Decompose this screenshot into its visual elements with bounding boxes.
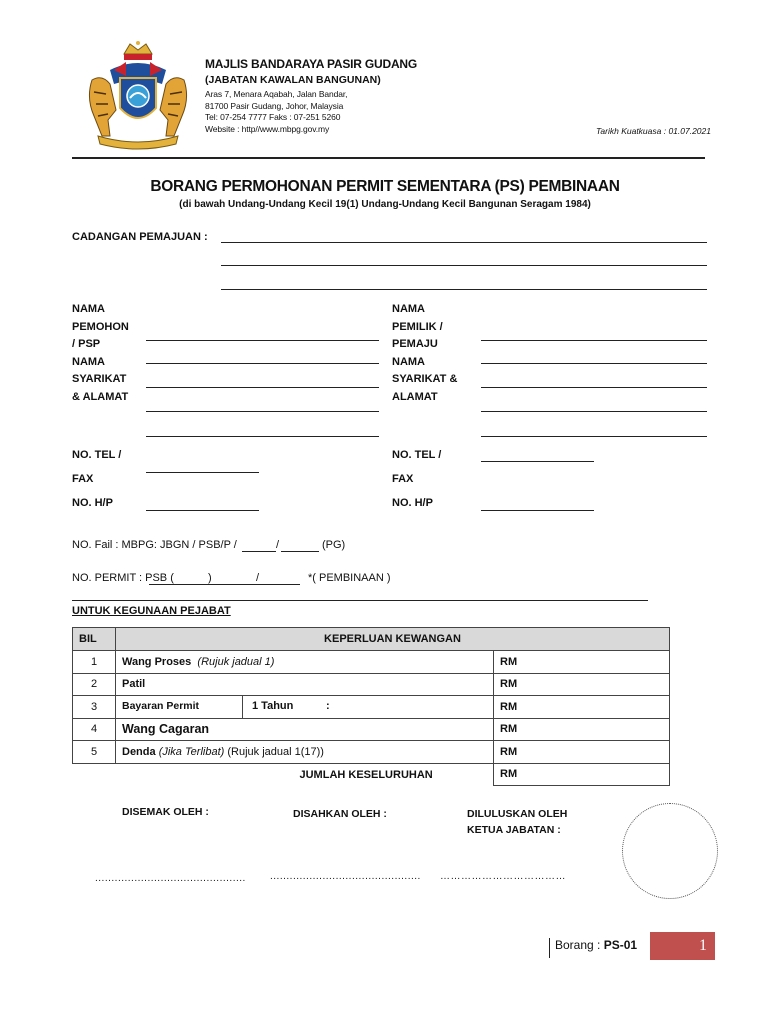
diluluskan-signature-line[interactable]: ………………………………	[440, 871, 566, 882]
permit-no-suffix: *( PEMBINAAN )	[308, 572, 391, 584]
applicant-line-3[interactable]	[146, 387, 379, 388]
cadangan-label: CADANGAN PEMAJUAN :	[72, 231, 208, 243]
applicant-line-5[interactable]	[146, 436, 379, 437]
owner-fax-label: FAX	[392, 473, 414, 485]
applicant-hp-label: NO. H/P	[72, 497, 113, 509]
owner-line-2[interactable]	[481, 363, 707, 364]
file-no-label: NO. Fail : MBPG: JBGN / PSB/P /	[72, 539, 237, 551]
rm-field[interactable]: RM	[494, 718, 670, 741]
file-no-line-b[interactable]	[281, 551, 319, 552]
owner-line-5[interactable]	[481, 436, 707, 437]
owner-label: NAMA PEMILIK / PEMAJU NAMA SYARIKAT & ALAMAT	[392, 303, 458, 403]
footer-divider	[549, 938, 550, 958]
rm-field[interactable]: RM	[494, 651, 670, 674]
applicant-label: NAMA PEMOHON / PSP NAMA SYARIKAT & ALAMAT	[72, 303, 129, 403]
header-divider	[72, 157, 705, 159]
owner-line-4[interactable]	[481, 411, 707, 412]
permit-no-close: )	[208, 572, 212, 584]
form-subtitle: (di bawah Undang-Undang Kecil 19(1) Undang-Undang Kecil Bangunan Seragam 1984)	[179, 199, 591, 210]
owner-hp-line[interactable]	[481, 510, 594, 511]
org-name: MAJLIS BANDARAYA PASIR GUDANG	[205, 57, 418, 71]
section-divider	[72, 600, 648, 601]
disahkan-signature-line[interactable]: ..............................................	[270, 871, 421, 882]
total-rm-field[interactable]: RM	[494, 763, 670, 786]
permit-no-label: NO. PERMIT : PSB (	[72, 572, 174, 584]
stamp-circle	[622, 803, 718, 899]
address-website: Website : http//www.mbpg.gov.my	[205, 123, 330, 134]
effective-date: Tarikh Kuatkuasa : 01.07.2021	[596, 126, 711, 136]
file-no-line-a[interactable]	[242, 551, 276, 552]
col-keperluan: KEPERLUAN KEWANGAN	[116, 628, 670, 651]
table-header-row	[73, 628, 670, 651]
owner-hp-label: NO. H/P	[392, 497, 433, 509]
applicant-fax-label: FAX	[72, 473, 94, 485]
table-row: 2 Patil RM	[73, 673, 670, 696]
disemak-label: DISEMAK OLEH :	[122, 806, 209, 818]
page-number: 1	[699, 937, 707, 954]
crest-logo	[80, 40, 196, 152]
form-title: BORANG PERMOHONAN PERMIT SEMENTARA (PS) PEMBINAAN	[150, 178, 620, 195]
page-number-box	[650, 932, 715, 960]
file-no-slash: /	[276, 539, 280, 551]
address-line-2: 81700 Pasir Gudang, Johor, Malaysia	[205, 100, 344, 111]
rm-field[interactable]: RM	[494, 741, 670, 764]
rm-field[interactable]: RM	[494, 696, 670, 719]
cadangan-line-2[interactable]	[221, 265, 707, 266]
owner-line-3[interactable]	[481, 387, 707, 388]
office-heading: UNTUK KEGUNAAN PEJABAT	[72, 605, 231, 617]
applicant-tel-line[interactable]	[146, 472, 259, 473]
finance-table	[72, 627, 670, 786]
org-department: (JABATAN KAWALAN BANGUNAN)	[205, 74, 381, 86]
applicant-line-2[interactable]	[146, 363, 379, 364]
cadangan-line-3[interactable]	[221, 289, 707, 290]
disahkan-label: DISAHKAN OLEH :	[293, 808, 387, 820]
cadangan-line-1[interactable]	[221, 242, 707, 243]
applicant-hp-line[interactable]	[146, 510, 259, 511]
col-bil: BIL	[73, 628, 116, 651]
disemak-signature-line[interactable]: ..............................................	[95, 873, 246, 884]
table-row: 4 Wang Cagaran RM	[73, 718, 670, 741]
owner-line-1[interactable]	[481, 340, 707, 341]
rm-field[interactable]: RM	[494, 673, 670, 696]
owner-tel-label: NO. TEL /	[392, 449, 442, 461]
address-line-1: Aras 7, Menara Aqabah, Jalan Bandar,	[205, 89, 348, 99]
permit-no-slash: /	[256, 572, 260, 584]
applicant-tel-label: NO. TEL /	[72, 449, 122, 461]
file-no-suffix: (PG)	[322, 539, 346, 551]
table-total-row	[73, 763, 670, 786]
total-label: JUMLAH KESELURUHAN	[116, 763, 494, 786]
permit-no-line-a[interactable]	[149, 584, 300, 585]
applicant-line-1[interactable]	[146, 340, 379, 341]
table-row: 3 Bayaran Permit 1 Tahun : RM	[73, 696, 670, 719]
diluluskan-label: DILULUSKAN OLEH KETUA JABATAN :	[467, 808, 568, 836]
address-phone: Tel: 07-254 7777 Faks : 07-251 5260	[205, 112, 341, 122]
owner-tel-line[interactable]	[481, 461, 594, 462]
table-row: 1 Wang Proses (Rujuk jadual 1) RM	[73, 651, 670, 674]
applicant-line-4[interactable]	[146, 411, 379, 412]
borang-code-label: Borang : PS-01	[555, 938, 638, 952]
table-row: 5 Denda (Jika Terlibat) (Rujuk jadual 1(17)) RM	[73, 741, 670, 764]
